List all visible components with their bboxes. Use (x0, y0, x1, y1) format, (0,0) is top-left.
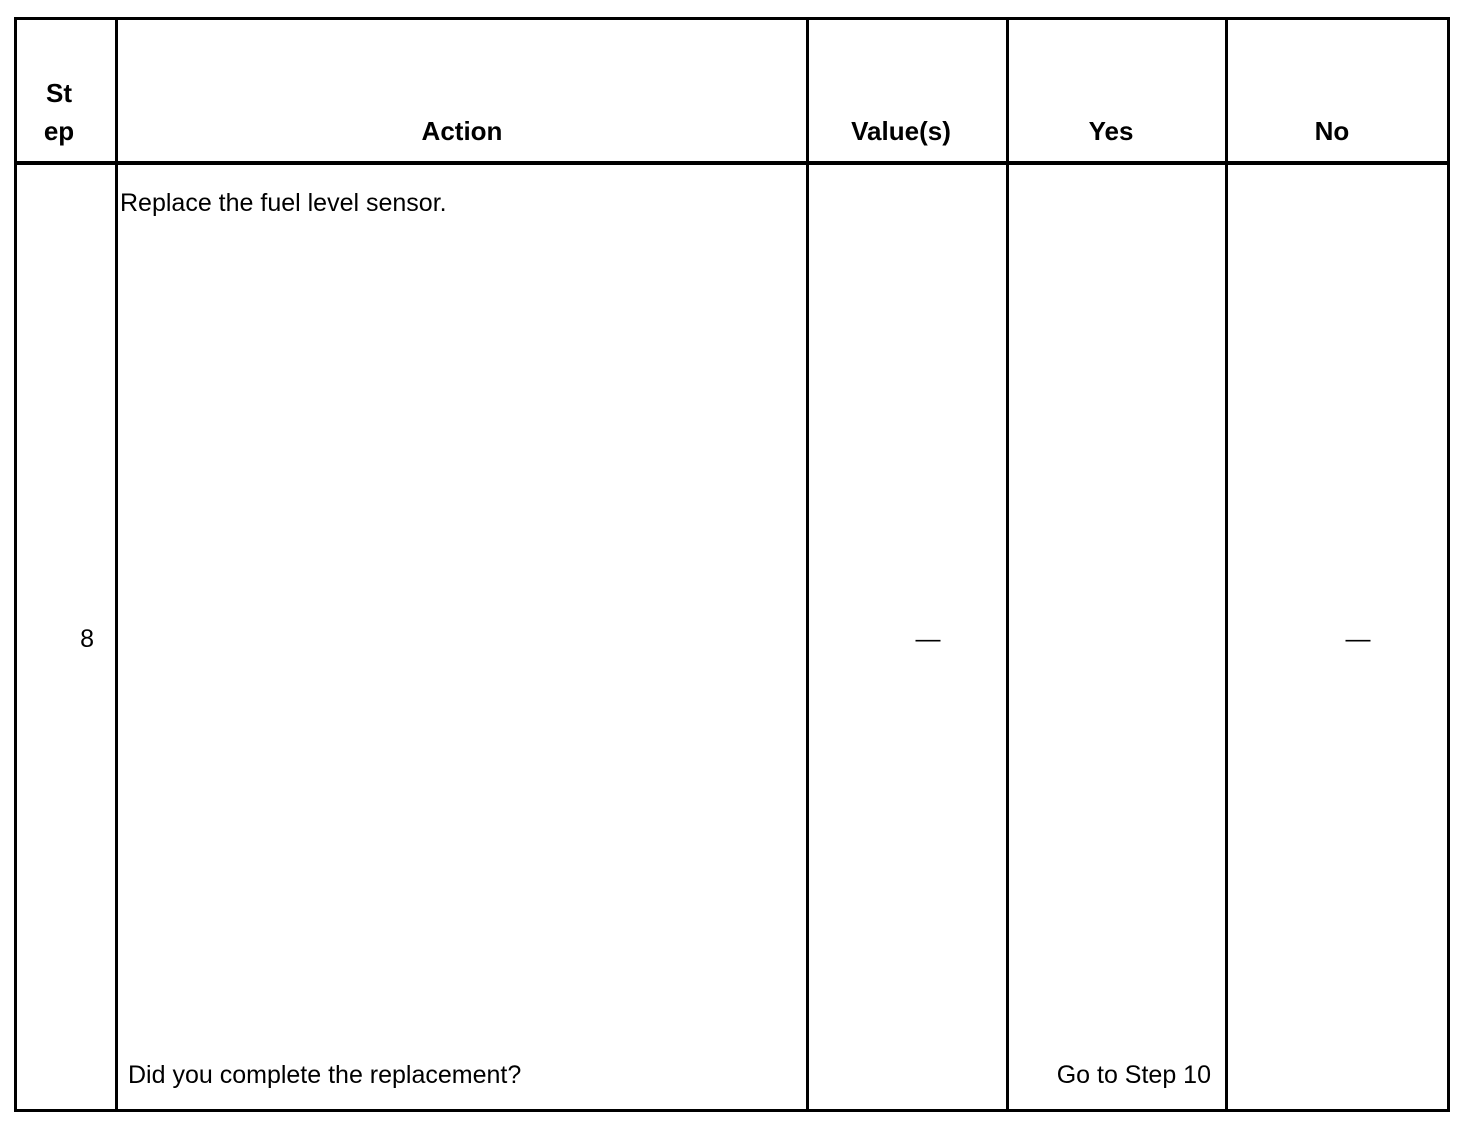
action-instruction: Replace the fuel level sensor. (120, 189, 447, 217)
diagnostic-table (14, 17, 1450, 1112)
header-divider (14, 161, 1450, 165)
header-step-line2: ep (43, 116, 75, 146)
header-no: No (1314, 116, 1350, 146)
values-cell: — (915, 625, 941, 653)
step-number: 8 (80, 625, 94, 653)
yes-cell: Go to Step 10 (1056, 1061, 1211, 1089)
header-values: Value(s) (851, 116, 951, 146)
column-divider-step (115, 17, 118, 1112)
header-step-line1: St (46, 78, 72, 108)
no-cell: — (1345, 625, 1371, 653)
header-action: Action (421, 116, 503, 146)
column-divider-action (806, 17, 809, 1112)
header-yes: Yes (1088, 116, 1134, 146)
action-question: Did you complete the replacement? (128, 1061, 522, 1089)
column-divider-yes (1225, 17, 1228, 1112)
column-divider-values (1006, 17, 1009, 1112)
header-step (17, 74, 101, 150)
